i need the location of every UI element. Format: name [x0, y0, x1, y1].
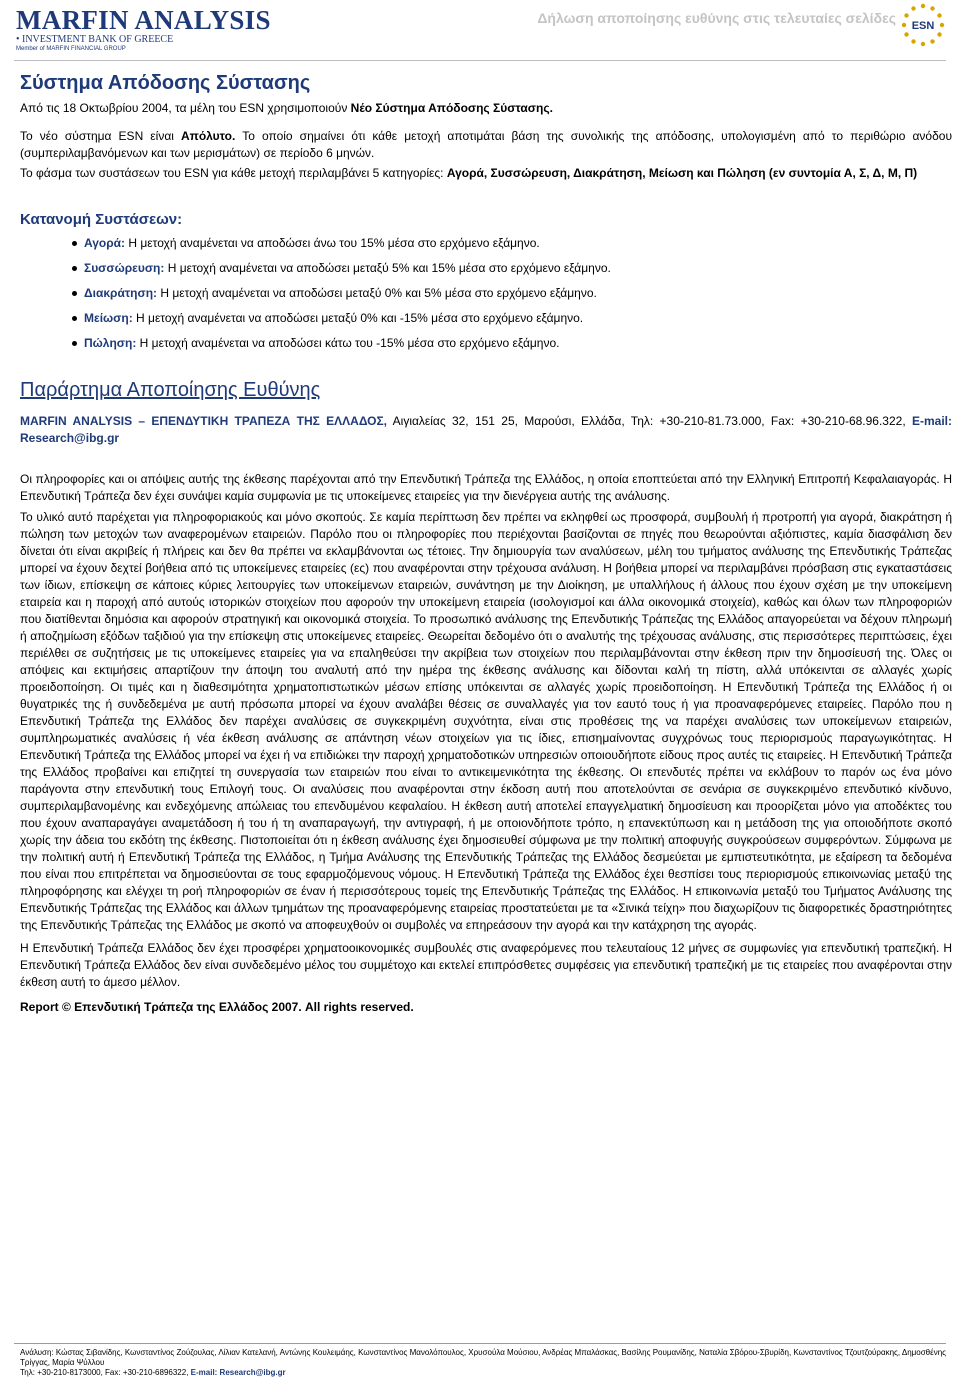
marfin-logo — [16, 5, 271, 53]
page-footer — [20, 1348, 952, 1378]
esn-logo-icon — [900, 2, 946, 48]
logo-member: Member of MARFIN FINANCIAL GROUP — [16, 46, 126, 52]
contact-paragraph: MARFIN ANALYSIS – ΕΠΕΝΔΥΤΙΚΗ ΤΡΑΠΕΖΑ ΤΗΣ ΕΛΛΑΔΟΣ, Αιγιαλείας 32, 151 25, Μαρούσι, Ελλάδα, Τηλ: +30-210-81.73.000, Fax: +30-210-68.96.322, E-mail: Research@ibg.gr — [20, 414, 952, 445]
footer-email-link[interactable]: E-mail: Research@ibg.gr — [190, 1368, 286, 1377]
disclaimer-paragraph-2: Το υλικό αυτό παρέχεται για πληροφοριακούς και μόνο σκοπούς. Σε καμία περίπτωση δεν πρέπει να εκληφθεί ως προσφορά, συμβουλή ή προτροπή για αγορά, διακράτηση ή πώληση των μετοχών των αναφερομένων εταιρειών. Παρόλο που οι πληροφορίες που περιέχονται βασίζονται σε πηγές που θεωρούνται αξιόπιστες, καμία διασφάλιση δεν δίνεται ότι είναι ακριβείς ή πλήρεις και δεν θα πρέπει να εκλαμβάνονται ως τέτοιες. Την δημιουργία των αναλύσεων, μέλη του τμήματος ανάλυσης της Επενδυτικής Τράπεζας μπορεί να έχουν δεχτεί βοήθεια από τις υποκείμενες εταιρείες (ες) που αναφέρονται στην τρέχουσα ανάλυση. Η βοήθεια μπορεί να περιλαμβάνει πρόσβαση στις εγκαταστάσεις των ίδιων, επίσκεψη σε κάποιες κύριες λειτουργίες των υποκείμενων εταιρειών, συνάντηση με την Διοίκηση, με υπαλλήλους ή άλλους που έχουν σχέση με την υποκείμενη εταιρεία και η παροχή από αυτούς ιστορικών στοιχείων που αφορούν την υποκείμενη εταιρεία (ισολογισμοί και άλλα οικονομικά στοιχεία), καθώς και όλων των πληροφοριών που διατίθενται δημόσια και αφορούν στρατηγική και οικονομικά στοιχεία. Το προσωπικό ανάλυσης της Επενδυτικής Τράπεζας της Ελλάδος απαγορεύεται να δέχουν πληρωμή ή αποζημίωση εξόδων ταξιδιού για την επίσκεψη στις υποκείμενες εταιρείες. Θεωρείται δεδομένο ότι ο αναλυτής της τρέχουσας ανάλυσης, στις περισσότερες περιπτώσεις, έχει περιέλθει σε συζητήσεις με τις υποκείμενες εταιρείες για να επαληθεύσει την ακρίβεια των στοιχείων που περιλαμβάνονται στην έκθεση πριν την δημοσίευσή της. Όλες οι απόψεις και εκτιμήσεις απαρτίζουν την άποψη του αναλυτή από την ημέρα της έκθεσης ανάλυσης και δίδονται καλή τη πίστη, αλλά υπόκεινται σε αλλαγές χωρίς προειδοποίηση. Οι τιμές και η διαθεσιμότητα χρηματοπιστωτικών μέσων επίσης υπόκεινται σε αλλαγές χωρίς προειδοποίηση. Η Επενδυτική Τράπεζα της Ελλάδος ή οι θυγατρικές της ή συνδεδεμένα με αυτή πρόσωπα μπορεί να έχουν αναλάβει θέσεις σε συναλλαγές για τον εαυτό τους ή για προαναφερόμενες εταιρείες. Παρόλο που η Επενδυτική Τράπεζα της Ελλάδος δεν παρέχει αναλύσεις σε συγκεκριμένη συχνότητα, είναι στις προθέσεις της να παρέχει αναλύσεις των υποκείμενων εταιρειών, συμπληρωματικές αναλύσεις ή νέα έκθεση ανάλυσης σε απάντηση νέων στοιχείων για τις ίδιες, επισημαίνοντας συγχρόνως τους περιορισμούς παραγωγικότητας. Η Επενδυτική Τράπεζα της Ελλάδος μπορεί να έχει ή να επιδιώκει την παροχή χρηματοδοτικών υπηρεσιών οποιουδήποτε είδους προς αυτές τις εταιρείες. Η Επενδυτική Τράπεζα της Ελλάδος προβαίνει και επιζητεί τη συνεργασία των εταιρειών που είναι το αντικειμενικότητα της έκθεσης. Οι επενδυτές πρέπει να εκλάβουν το παρόν ως ένα μόνο παράγοντα στην επενδυτική τους Επιλογή τους. Οι αναλύσεις που αναφέρονται στην έκδοση αυτή που αποτελούνται σε σενάρια σε συγκεκριμένο επενδυτικό κίνδυνο, συμπεριλαμβανομένης και ενδεχόμενης απώλειας του επενδυμένου κεφαλαίου. Η έκθεση αυτή αποτελεί επαγγελματική δημοσίευση και προορίζεται μόνο για αποδέκτες του που έχουν αναπαραγάγει αναμετάδοση ή του ή τη αναπαραγωγή, την αντιγραφή, ή με οποιονδήποτε τρόπο, η επανεκτύπωση και η μετάδοση της για οποιοδήποτε σκοπό χωρίς την άδεια του εκδότη της έκθεσης. Πιστοποιείται ότι η έκθεση ανάλυσης έχει δημοσιευθεί σύμφωνα με την πολιτική αποφυγής συγκρούσεων συμφερόντων. Σύμφωνα με την πολιτική αυτή ή Επενδυτική Τράπεζα της Ελλάδος, η Τμήμα Ανάλυσης της Επενδυτικής Τράπεζας της Ελλάδος δεσμεύεται με εμπιστευτικότητα, με εξαίρεση τα δεδομένα που είναι που επιτρέπεται να δημοσιεύονται σε τους εφαρμοζόμενους νόμους. Η Επενδυτική Τράπεζα της Ελλάδος έχει θεσπίσει τους περιορισμούς επικοινωνίας μεταξύ της πληροφόρησης και ελέγχει τη ροή πληροφοριών σε έναν ή περισσότερους τομείς της Επενδυτικής Τράπεζας της Ελλάδος. Η επικοινωνία μεταξύ του Τμήματος Ανάλυσης της Επενδυτικής Τράπεζας της Ελλάδος και άλλων τμημάτων της προαναφερόμενης εταιρείας προστατεύεται με τα «Σινικά τείχη» που διαχωρίζουν τις διαφορετικές δραστηριότητες της Επενδυτικής Τράπεζας της Ελλάδος με σκοπό να αποφευχθούν οι συμβολές να επηρεάσουν την αγορά και την κατάχρηση της αγοράς. — [20, 510, 952, 932]
footer-contact: Τηλ: +30-210-8173000, Fax: +30-210-6896322, E-mail: Research@ibg.gr — [20, 1368, 286, 1377]
logo-title: MARFIN ANALYSIS — [16, 5, 271, 35]
allocation-list — [20, 235, 952, 360]
main-content — [20, 70, 952, 1016]
footer-divider — [14, 1343, 946, 1344]
disclaimer-paragraph-1: Οι πληροφορίες και οι απόψεις αυτής της έκθεσης παρέχονται από την Επενδυτική Τράπεζα της Ελλάδος, η οποία εποπτεύεται από την Ελληνική Επιτροπή Κεφαλαιαγοράς. Η Επενδυτική Τράπεζα δεν έχει συνάψει καμία συμφωνία με τις υποκείμενες εταιρείες για την διενέργεια αυτής της ανάλυσης. — [20, 472, 952, 503]
list-item: Πώληση: Η μετοχή αναμένεται να αποδώσει κάτω του -15% μέσα στο ερχόμενο εξάμηνο. — [20, 335, 952, 360]
list-item: Μείωση: Η μετοχή αναμένεται να αποδώσει μεταξύ 0% και -15% μέσα στο ερχόμενο εξάμηνο. — [20, 310, 952, 335]
system-heading: Σύστημα Απόδοσης Σύστασης — [20, 72, 311, 94]
system-paragraph-1: Από τις 18 Οκτωβρίου 2004, τα μέλη του ESN χρησιμοποιούν Νέο Σύστημα Απόδοσης Σύστασης. — [20, 101, 553, 115]
page-header — [0, 0, 960, 64]
esn-logo-text: ESN — [911, 20, 935, 32]
disclaimer-paragraph-3: Η Επενδυτική Τράπεζα Ελλάδος δεν έχει προσφέρει χρηματοοικονομικές συμβουλές στις αναφερόμενες που τελευταίους 12 μήνες σε συμφωνίες για επενδυτική τραπεζική. Η Επενδυτική Τράπεζα Ελλάδος δεν είναι συνδεδεμένο μέλος του συμμέτοχο και εκτελεί επιπρόσθετες συμφέσεις για επενδυτική τραπεζική με τις εταιρείες που αναφέρονται στην έκθεση αυτή το άμεσο μέλλον. — [20, 941, 952, 989]
list-item: Συσσώρευση: Η μετοχή αναμένεται να αποδώσει μεταξύ 5% και 15% μέσα στο ερχόμενο εξάμηνο. — [20, 260, 952, 285]
allocation-heading: Κατανομή Συστάσεων: — [20, 211, 183, 228]
appendix-heading: Παράρτημα Αποποίησης Ευθύνης — [20, 379, 321, 401]
system-paragraph-2: Το νέο σύστημα ESN είναι Απόλυτο. Το οποίο σημαίνει ότι κάθε μετοχή αποτιμάται βάση της συνολικής της απόδοσης, υπολογισμένη από το περιθώριο ανόδου (συμπεριλαμβανόμενων και των μερισμάτων) σε περίοδο 6 μηνών. — [20, 129, 953, 160]
page-title: Δήλωση αποποίησης ευθύνης στις τελευταίες σελίδες — [537, 10, 896, 26]
logo-subtitle: • INVESTMENT BANK OF GREECE — [16, 34, 174, 45]
list-item: Διακράτηση: Η μετοχή αναμένεται να αποδώσει μεταξύ 0% και 5% μέσα στο ερχόμενο εξάμηνο. — [20, 285, 952, 310]
copyright-notice: Report © Επενδυτική Τράπεζα της Ελλάδος 2007. All rights reserved. — [20, 1000, 414, 1014]
footer-analysts: Ανάλυση: Κώστας Σιβανίδης, Κωνσταντίνος Ζούζουλας, Λίλιαν Κατελανή, Αντώνης Κουλειμάης, Κωνσταντίνος Μανολόπουλος, Χρυσούλα Μούσιου, Ανδρέας Μπαλάσκας, Βασίλης Ρουμανίδης, Ναταλία Σβόρου-Σβυρίδη, Κωνσταντίνος Τζουτζούρακης, Δημοσθένης Τρίγγας, Μαρία Ψύλλου — [20, 1348, 946, 1367]
email-link[interactable]: E-mail: Research@ibg.gr — [20, 414, 952, 445]
header-divider — [14, 60, 946, 61]
list-item: Αγορά: Η μετοχή αναμένεται να αποδώσει άνω του 15% μέσα στο ερχόμενο εξάμηνο. — [20, 235, 952, 260]
system-paragraph-3: Το φάσμα των συστάσεων του ESN για κάθε μετοχή περιλαμβάνει 5 κατηγορίες: Αγορά, Συσσώρευση, Διακράτηση, Μείωση και Πώληση (εν συντομία Α, Σ, Δ, Μ, Π) — [20, 166, 918, 180]
